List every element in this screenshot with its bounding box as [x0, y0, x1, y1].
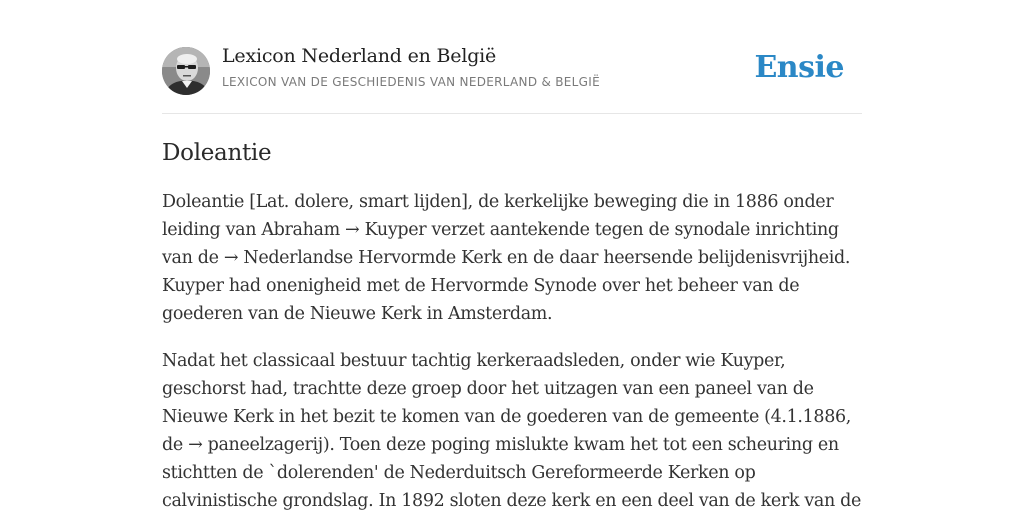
article-paragraph: Nadat het classicaal bestuur tachtig kerkeraadsleden, onder wie Kuyper, geschorst had, trachtte deze groep door het uitzagen van een paneel van de Nieuwe Kerk in het bezit te komen van de goederen van de gemeente (4.1.1886, de → paneelzagerij). Toen deze poging mislukte kwam het tot een scheuring en stichtten de `dolerenden' de Nederduitsch Gereformeerde Kerken op calvinistische grondslag. In 1892 sloten deze kerk en een deel van de kerk van de — [162, 351, 861, 511]
site-subtitle: LEXICON VAN DE GESCHIEDENIS VAN NEDERLAND & BELGIË — [222, 75, 600, 89]
author-photo-icon — [162, 47, 210, 95]
site-title[interactable]: Lexicon Nederland en België — [222, 45, 497, 67]
ensie-logo-link[interactable]: Ensie — [754, 50, 844, 85]
article-paragraph: Doleantie [Lat. dolere, smart lijden], de kerkelijke beweging die in 1886 onder leiding van Abraham → Kuyper verzet aantekende tegen de synodale inrichting van de → Nederlandse Hervormde Kerk en de daar heersende belijdenisvrijheid. Kuyper had onenigheid met de Hervormde Synode over het beheer van de goederen van de Nieuwe Kerk in Amsterdam. — [162, 192, 851, 324]
avatar[interactable] — [162, 47, 210, 95]
main-container — [162, 0, 862, 512]
article-title: Doleantie — [162, 140, 272, 166]
header — [162, 0, 862, 114]
article-body — [162, 188, 862, 512]
